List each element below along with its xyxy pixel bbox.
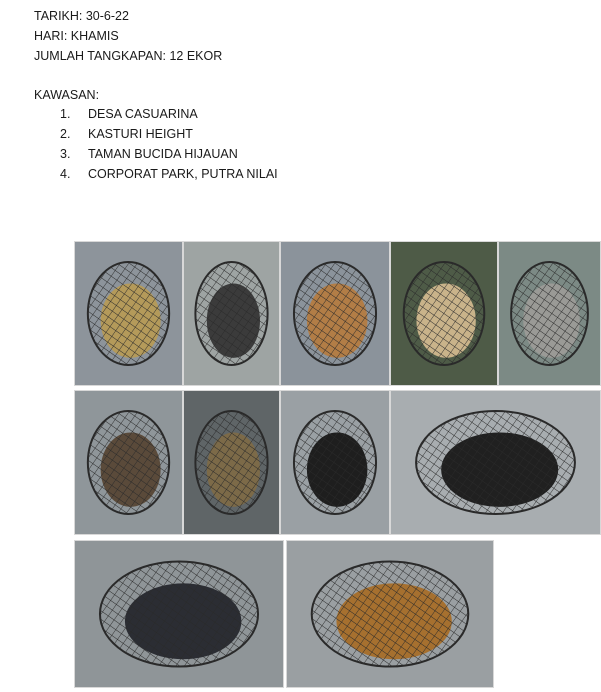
catch-photo [74,390,183,535]
net-shape [195,262,267,365]
catch-photo [74,241,183,386]
catch-photo [498,241,601,386]
area-heading: KAWASAN: [34,88,100,102]
day-line: HARI: KHAMIS [34,29,119,43]
catch-photo [183,390,280,535]
photo-image [281,391,389,534]
photo-image [281,242,389,385]
net-shape [404,262,485,365]
net-shape [294,411,376,514]
net-shape [195,411,267,514]
net-shape [511,262,588,365]
photo-image [287,541,493,687]
area-item: 1. DESA CASUARINA [60,107,198,121]
catch-count-line: JUMLAH TANGKAPAN: 12 EKOR [34,49,223,63]
date-line: TARIKH: 30-6-22 [34,9,129,23]
photo-image [391,242,497,385]
photo-image [499,242,600,385]
net-shape [88,262,169,365]
area-list [60,104,278,184]
catch-photo [390,390,601,535]
report-header [34,6,222,66]
catch-photo [183,241,280,386]
net-shape [294,262,376,365]
photo-image [184,391,279,534]
catch-photo [390,241,498,386]
photo-image [184,242,279,385]
photo-image [75,541,283,687]
photo-image [75,391,182,534]
net-shape [88,411,169,514]
catch-photo [74,540,284,688]
catch-photo [280,241,390,386]
catch-photo [286,540,494,688]
area-item: 2. KASTURI HEIGHT [60,127,193,141]
net-shape [100,561,258,666]
net-shape [416,411,575,514]
photo-image [391,391,600,534]
catch-photo [280,390,390,535]
area-item: 3. TAMAN BUCIDA HIJAUAN [60,147,238,161]
area-item: 4. CORPORAT PARK, PUTRA NILAI [60,167,278,181]
photo-image [75,242,182,385]
net-shape [312,561,469,666]
